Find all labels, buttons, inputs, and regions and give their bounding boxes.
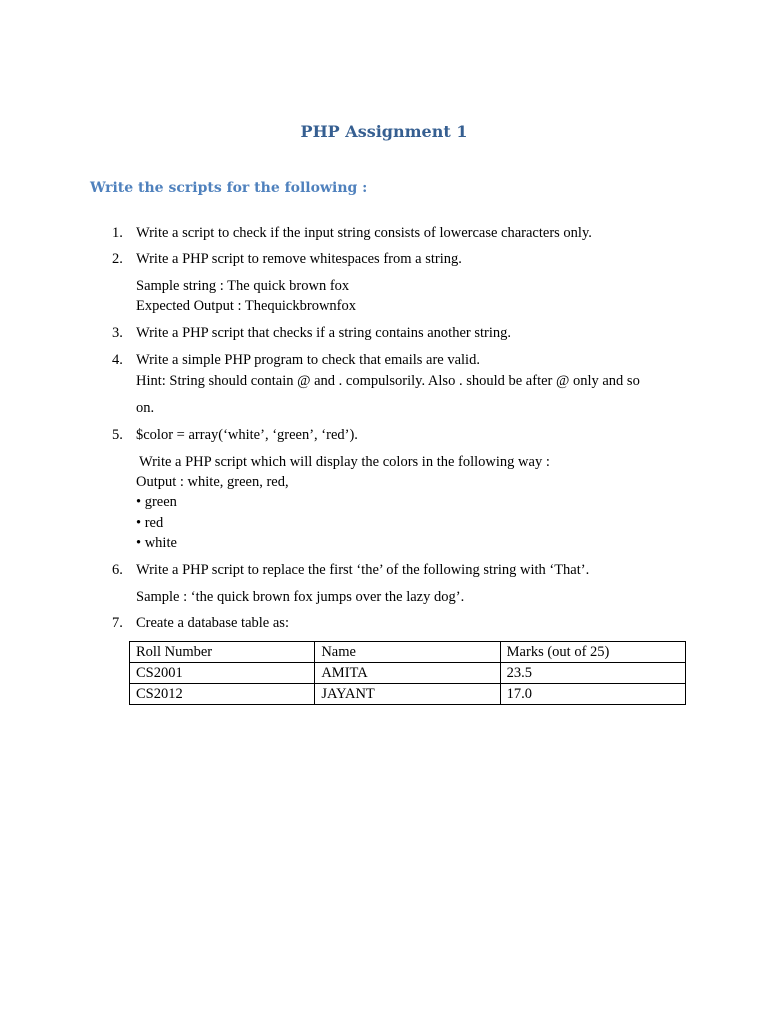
item-4-hint: Hint: String should contain @ and . compulsorily. Also . should be after @ only and so xyxy=(136,373,640,389)
item-6-number: 6. xyxy=(112,562,123,578)
table-cell: AMITA xyxy=(315,663,500,684)
header-marks: Marks (out of 25) xyxy=(500,642,685,663)
table-row xyxy=(130,684,686,705)
item-2-text: Write a PHP script to remove whitespaces from a string. xyxy=(136,251,462,267)
bullet-red: • red xyxy=(136,515,164,531)
item-1-number: 1. xyxy=(112,225,123,241)
item-3-number: 3. xyxy=(112,325,123,341)
bullet-green: • green xyxy=(136,494,177,510)
item-7-number: 7. xyxy=(112,615,123,631)
item-2-expected: Expected Output : Thequickbrownfox xyxy=(136,298,356,314)
item-6-text: Write a PHP script to replace the first ‘the’ of the following string with ‘That’. xyxy=(136,562,590,578)
document-title: PHP Assignment 1 xyxy=(300,122,468,141)
item-4-hint-continued: on. xyxy=(136,400,155,416)
item-5-text: $color = array(‘white’, ‘green’, ‘red’). xyxy=(136,427,358,443)
table-row xyxy=(130,663,686,684)
table-cell: 23.5 xyxy=(500,663,685,684)
table-cell: JAYANT xyxy=(315,684,500,705)
table-cell: CS2012 xyxy=(130,684,315,705)
database-table xyxy=(129,641,686,705)
item-3-text: Write a PHP script that checks if a string contains another string. xyxy=(136,325,511,341)
header-name: Name xyxy=(315,642,500,663)
item-5-output: Output : white, green, red, xyxy=(136,474,289,490)
bullet-white: • white xyxy=(136,535,177,551)
item-5-instruction: Write a PHP script which will display the colors in the following way : xyxy=(139,454,550,470)
section-heading: Write the scripts for the following : xyxy=(90,180,368,196)
item-4-number: 4. xyxy=(112,352,123,368)
table-cell: 17.0 xyxy=(500,684,685,705)
table-header-row xyxy=(130,642,686,663)
item-2-sample: Sample string : The quick brown fox xyxy=(136,278,350,294)
item-6-sample: Sample : ‘the quick brown fox jumps over the lazy dog’. xyxy=(136,589,465,605)
item-2-number: 2. xyxy=(112,251,123,267)
table-cell: CS2001 xyxy=(130,663,315,684)
item-7-text: Create a database table as: xyxy=(136,615,289,631)
header-roll-number: Roll Number xyxy=(130,642,315,663)
item-4-text: Write a simple PHP program to check that emails are valid. xyxy=(136,352,480,368)
item-1-text: Write a script to check if the input string consists of lowercase characters only. xyxy=(136,225,592,241)
item-5-number: 5. xyxy=(112,427,123,443)
